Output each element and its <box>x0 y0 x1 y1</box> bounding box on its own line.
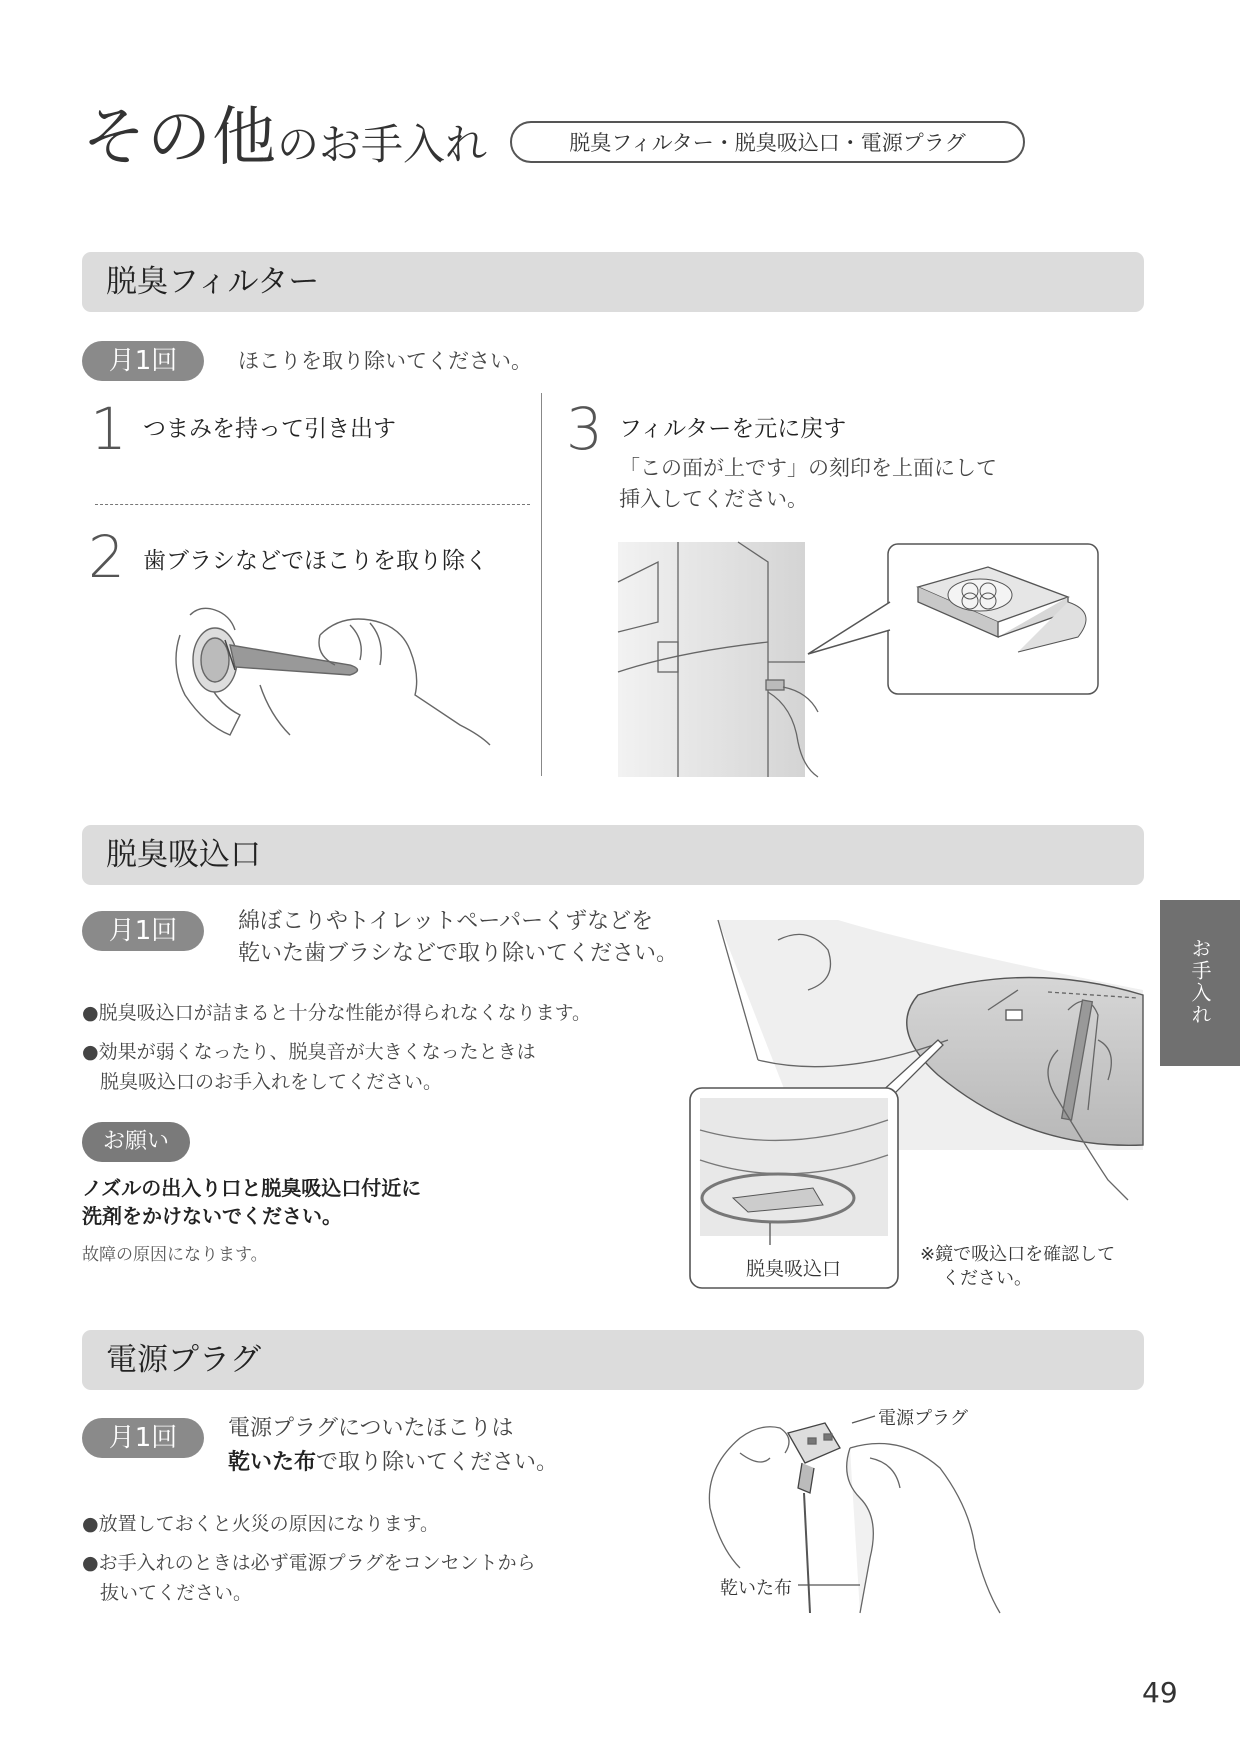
section-heading-intake: 脱臭吸込口 <box>82 825 1144 885</box>
step-divider <box>95 504 530 505</box>
section-heading-plug: 電源プラグ <box>82 1330 1144 1390</box>
plug-intro-emphasis: 乾いた布 <box>228 1450 317 1475</box>
brush-filter-illustration <box>160 595 500 745</box>
request-text-line1: ノズルの出入り口と脱臭吸込口付近に <box>82 1176 422 1200</box>
frequency-badge: 月1回 <box>82 911 204 951</box>
inset-label-intake: 脱臭吸込口 <box>746 1258 842 1280</box>
step-title-1: つまみを持って引き出す <box>143 416 396 442</box>
page-title <box>82 98 487 178</box>
side-tab[interactable] <box>1160 900 1240 1066</box>
column-divider <box>541 393 542 776</box>
filter-intro: ほこりを取り除いてください。 <box>238 349 532 373</box>
step-3-desc-line1: 「この面が上です」の刻印を上面にして <box>619 456 997 480</box>
step-title-3: フィルターを元に戻す <box>619 416 847 442</box>
request-badge: お願い <box>82 1122 190 1162</box>
page-title-sub: のお手入れ <box>277 120 488 169</box>
frequency-badge: 月1回 <box>82 1418 204 1458</box>
intake-bullet-2-cont: 脱臭吸込口のお手入れをしてください。 <box>100 1071 443 1093</box>
intake-intro-line1: 綿ぼこりやトイレットペーパーくずなどを <box>238 909 654 934</box>
frequency-badge: 月1回 <box>82 341 204 381</box>
plug-intro-line1: 電源プラグについたほこりは <box>228 1416 514 1441</box>
side-tab-label: お手入れ <box>1188 938 1212 1026</box>
mirror-note-line1: ※鏡で吸込口を確認して <box>920 1244 1116 1265</box>
section-heading-filter: 脱臭フィルター <box>82 252 1144 312</box>
step-number-3: 3 <box>566 395 603 463</box>
intake-bullet-2: ●効果が弱くなったり、脱臭音が大きくなったときは <box>82 1041 536 1063</box>
filter-insert-illustration <box>618 542 1103 782</box>
plug-bullet-1: ●放置しておくと火災の原因になります。 <box>82 1513 440 1535</box>
step-3-desc-line2: 挿入してください。 <box>619 487 808 511</box>
plug-bullet-2: ●お手入れのときは必ず電源プラグをコンセントから <box>82 1552 536 1574</box>
page-title-main: その他 <box>82 101 277 175</box>
request-note: 故障の原因になります。 <box>82 1245 268 1265</box>
page-number: 49 <box>1142 1676 1178 1709</box>
mirror-note-line2: ください。 <box>942 1268 1032 1289</box>
intake-bullet-1: ●脱臭吸込口が詰まると十分な性能が得られなくなります。 <box>82 1002 592 1024</box>
step-number-1: 1 <box>90 395 127 463</box>
request-text-line2: 洗剤をかけないでください。 <box>82 1204 342 1228</box>
step-number-2: 2 <box>88 523 125 591</box>
intake-intro-line2: 乾いた歯ブラシなどで取り除いてください。 <box>238 941 679 966</box>
label-power-plug: 電源プラグ <box>878 1408 968 1429</box>
plug-intro-rest: で取り除いてください。 <box>316 1450 559 1475</box>
title-topics-pill: 脱臭フィルター・脱臭吸込口・電源プラグ <box>510 121 1025 163</box>
intake-cleaning-illustration <box>688 920 1143 1290</box>
label-dry-cloth: 乾いた布 <box>720 1578 792 1599</box>
step-title-2: 歯ブラシなどでほこりを取り除く <box>143 548 488 574</box>
plug-intro-line2 <box>228 1447 558 1479</box>
plug-bullet-2-cont: 抜いてください。 <box>100 1582 253 1604</box>
